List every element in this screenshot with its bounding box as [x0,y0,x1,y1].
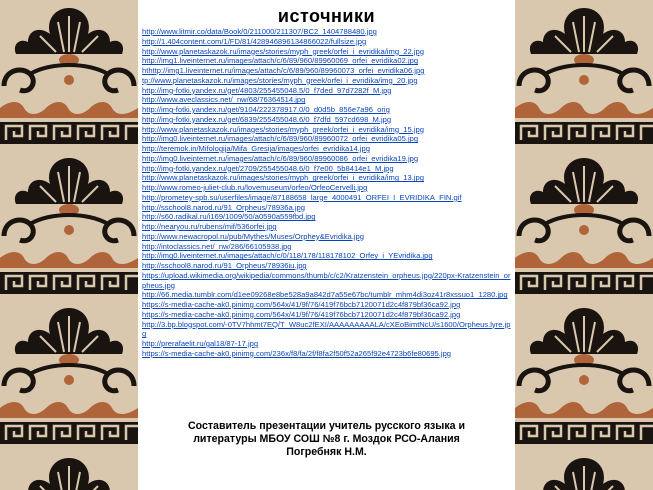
source-link[interactable]: http://teremok.in/Mifologija/Mifa_Gresija/images/orfei_evridika14.jpg [142,144,370,153]
source-link[interactable]: tp://www.planetaskazok.ru/images/stories/myph_greek/orfei_i_evridika/img_20.jpg [142,75,418,85]
source-link[interactable]: http://www.newacropol.ru/pub/Mythes/Muses/Orphey&Evridika.jpg [142,231,365,241]
source-link[interactable]: https://s-media-cache-ak0.pinimg.com/564x/41/9f/76/419f76bcb7120071d2c4f879bf36ca92.jpg [142,309,461,319]
greek-ornament-pattern-right [515,0,653,490]
source-link[interactable]: http://www.planetaskazok.ru/images/stories/myph_greek/orfei_i_evridika/img_15.jpg [142,124,424,134]
greek-ornament-pattern-left [0,0,138,490]
source-link[interactable]: http://prometey-spb.su/userfiles/image/87188658_large_4000491_ORFEI_I_EVRIDIKA_FIN.gif [142,192,462,202]
sources-panel [138,0,515,490]
source-link[interactable]: http://3.bp.blogspot.com/-0TV7hhmt7EQ/T_W8uc2fEXI/AAAAAAAAALA/cXEoBimtNcU/s1600/Orpheus.lyre.jpg [142,319,511,339]
source-link[interactable]: http://1.404content.com/1/FD/81/428946896134866022/fullsize.jpg [142,36,367,46]
source-link[interactable]: https://s-media-cache-ak0.pinimg.com/564x/41/9f/76/419f76bcb7120071d2c4f879bf36ca92.jpg [142,300,461,309]
page-title: источники [277,6,376,26]
source-link[interactable]: http://img-fotki.yandex.ru/get/9104/222378917.0/0_d0d5b_856e7a96_orig [142,105,390,114]
source-link[interactable]: https://upload.wikimedia.org/wikipedia/commons/thumb/c/c2/Kratzenstein_orpheus.jpg/220px-Kratzenstein_orpheus.jpg [142,270,511,290]
source-link[interactable]: http://img-fotki.yandex.ru/get/2709/255455048.6/0_f7e00_5b8414e1_M.jpg [142,163,394,173]
source-link[interactable]: http://s60.radikal.ru/i169/1009/50/a0590a559fbd.jpg [142,212,316,222]
source-link[interactable]: hthttp://img1.liveinternet.ru/images/attach/c/6/89/960/89960073_orfei_evridika06.jpg [142,66,425,75]
source-link-list [142,27,514,359]
source-link[interactable]: http://img0.liveinternet.ru/images/attach/c/0/118/178/118178102_Orfey_i_YEvridika.jpg [142,251,433,261]
author-credit [138,420,515,459]
source-link[interactable]: http://img0.liveinternet.ru/images/attach/c/6/89/960/89960072_orfei_evridika05.jpg [142,134,419,144]
author-credit-line-1: Составитель презентации учитель русского языка и [187,420,465,432]
source-link[interactable]: http://www.romeo-juliet-club.ru/lovemuseum/orfeo/OrfeoCervelli.jpg [142,183,368,192]
source-link[interactable]: https://s-media-cache-ak0.pinimg.com/236x/f8/fa/2f/f8fa2f50f52a265f92e4723b6fe80695.jpg [142,348,452,358]
source-link[interactable]: http://intoclassics.net/_nw/286/66105938.jpg [142,241,292,251]
source-link[interactable]: http://prerafaelit.ru/gal18/87-17.jpg [142,339,259,348]
right-ornament-border [515,0,653,490]
left-ornament-border [0,0,138,490]
source-link[interactable]: http://www.litmir.co/data/Book/0/211000/211307/BC2_1404788480.jpg [142,27,377,36]
source-link[interactable]: http://www.planetaskazok.ru/images/stories/myph_greek/orfei_i_evridika/img_22.jpg [142,46,424,56]
source-link[interactable]: http://nearyou.ru/rubens/mif/536orfei.jpg [142,222,277,231]
author-credit-line-2: литературы МБОУ СОШ №8 г. Моздок РСО-Алания [193,433,460,445]
source-link[interactable]: http://www.planetaskazok.ru/images/stories/myph_greek/orfei_i_evridika/img_13.jpg [142,173,424,183]
source-link[interactable]: http://img-fotki.yandex.ru/get/4803/255455048.5/0_f7ded_97d7282f_M.jpg [142,85,392,95]
source-link[interactable]: http://img-fotki.yandex.ru/get/6839/255455048.6/0_f7dfd_597cd698_M.jpg [142,114,392,124]
source-link[interactable]: http://sschool8.narod.ru/91_Orpheus/78936iu.jpg [142,261,307,270]
author-credit-line-3: Погребняк Н.М. [286,446,367,458]
source-link[interactable]: http://img0.liveinternet.ru/images/attach/c/6/89/960/89960086_orfei_evridika19.jpg [142,153,419,163]
source-link[interactable]: http://66.media.tumblr.com/d1ee09268e8be528a9a842d7a55e67bc/tumblr_mhm4di3oz41r8xssuo1_1280.jpg [142,290,508,300]
source-link[interactable]: http://sschool8.narod.ru/91_Orpheus/78936a.jpg [142,202,305,212]
source-link[interactable]: http://www.aveclassics.net/_nw/68/76364514.jpg [142,95,306,105]
source-link[interactable]: http://img1.liveinternet.ru/images/attach/c/6/89/960/89960069_orfei_evridika02.jpg [142,56,419,66]
